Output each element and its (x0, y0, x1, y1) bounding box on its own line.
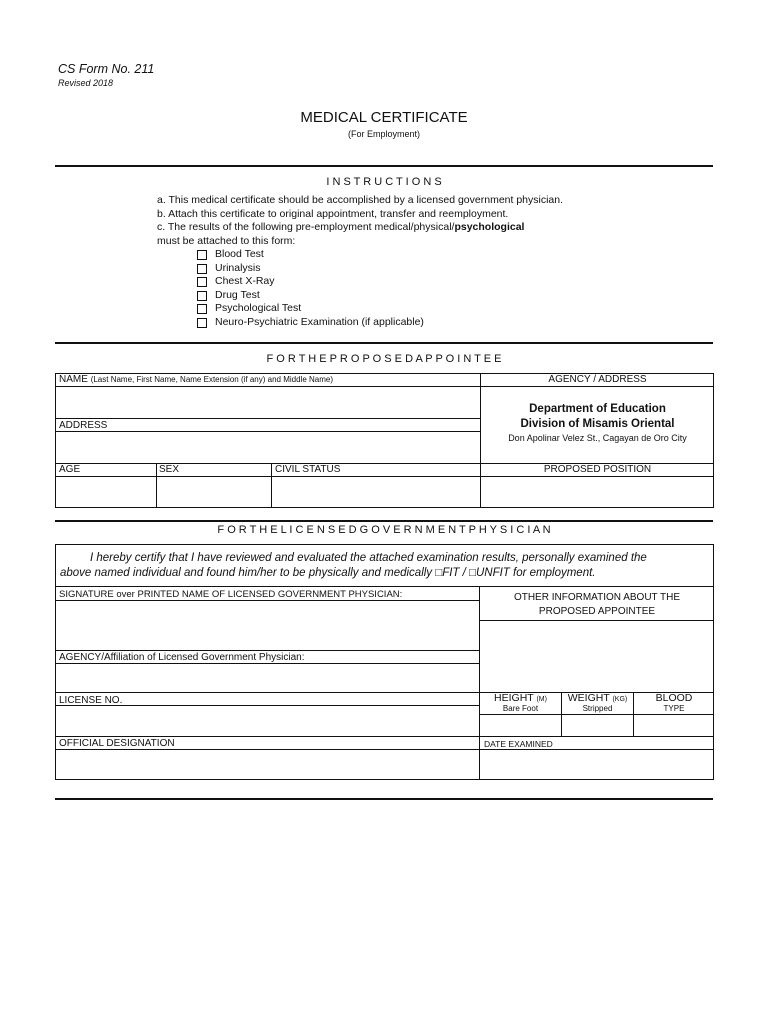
other-info-label-2: PROPOSED APPOINTEE (538, 606, 656, 617)
revised-date: Revised 2018 (58, 78, 114, 88)
sex-field[interactable] (157, 477, 271, 507)
instruction-c-continued: must be attached to this form: (157, 235, 296, 247)
divider-top (55, 165, 713, 167)
appointee-address-top-line (55, 418, 481, 419)
agency-affiliation-field[interactable] (56, 664, 479, 692)
other-info-label-1: OTHER INFORMATION ABOUT THE (513, 592, 681, 603)
checkbox-psychological-test[interactable] (197, 304, 207, 314)
agency-division: Division of Misamis Oriental (520, 418, 675, 430)
height-label-text: HEIGHT (494, 692, 534, 704)
official-designation-label: OFFICIAL DESIGNATION (59, 738, 175, 749)
address-label: ADDRESS (59, 420, 108, 431)
height-field[interactable] (481, 715, 561, 736)
age-label: AGE (59, 464, 81, 475)
checklist-item-urinalysis: Urinalysis (215, 262, 261, 274)
date-examined-label: DATE EXAMINED (484, 739, 553, 749)
civil-status-field[interactable] (272, 477, 480, 507)
certification-text-1: I hereby certify that I have reviewed and evaluated the attached examination results, personally examined the (90, 552, 647, 564)
signature-label: SIGNATURE over PRINTED NAME OF LICENSED GOVERNMENT PHYSICIAN: (59, 589, 403, 600)
agency-affiliation-label: AGENCY/Affiliation of Licensed Government Physician: (59, 652, 305, 663)
name-field[interactable] (56, 387, 480, 418)
physician-heading: F O R T H E L I C E N S E D G O V E R N M E N T P H Y S I C I A N (217, 524, 551, 536)
instruction-c (157, 221, 524, 233)
weight-sublabel: Stripped (582, 704, 613, 713)
checkbox-blood-test[interactable] (197, 250, 207, 260)
name-label-text: NAME (59, 374, 88, 385)
sex-label: SEX (159, 464, 180, 475)
checkbox-chest-xray[interactable] (197, 277, 207, 287)
weight-label-text: WEIGHT (567, 692, 610, 704)
blood-type-label: BLOOD (655, 692, 693, 704)
weight-unit: (KG) (612, 696, 628, 703)
address-field[interactable] (56, 432, 480, 463)
instruction-c-text: c. The results of the following pre-employment medical/physical/ (157, 221, 455, 233)
agency-name: Department of Education (529, 403, 666, 415)
instruction-b: b. Attach this certificate to original appointment, transfer and reemployment. (157, 208, 509, 220)
page-subtitle: (For Employment) (347, 129, 420, 139)
instruction-c-bold: psychological (454, 221, 525, 233)
height-unit: (M) (536, 696, 547, 703)
divider-appointee (55, 342, 713, 344)
divider-bottom (55, 798, 713, 800)
physician-agency-top-line (55, 650, 480, 651)
certification-text-2: above named individual and found him/her to be physically and medically □FIT / □UNFIT for employment. (60, 567, 596, 579)
blood-type-field[interactable] (634, 715, 713, 736)
agency-street: Don Apolinar Velez St., Cagayan de Oro City (508, 433, 687, 443)
date-examined-field[interactable] (481, 750, 713, 779)
page-title: MEDICAL CERTIFICATE (300, 109, 468, 126)
checklist-item-blood-test: Blood Test (215, 248, 264, 260)
blood-type-sublabel: TYPE (663, 704, 685, 713)
name-label (59, 374, 333, 385)
proposed-position-field[interactable] (481, 477, 713, 507)
height-sublabel: Bare Foot (502, 704, 539, 713)
form-number: CS Form No. 211 (58, 62, 155, 76)
checkbox-neuro-psychiatric[interactable] (197, 318, 207, 328)
other-info-field[interactable] (481, 621, 713, 692)
agency-address-label: AGENCY / ADDRESS (548, 374, 647, 385)
official-designation-field[interactable] (56, 750, 479, 779)
checklist-item-drug-test: Drug Test (215, 289, 260, 301)
instruction-a: a. This medical certificate should be accomplished by a licensed government physician. (157, 194, 564, 206)
checkbox-drug-test[interactable] (197, 291, 207, 301)
proposed-position-label: PROPOSED POSITION (543, 464, 652, 475)
divider-physician (55, 520, 713, 522)
license-field[interactable] (56, 706, 479, 736)
physician-designation-row-line (55, 736, 714, 737)
age-field[interactable] (56, 477, 156, 507)
checklist-item-chest-xray: Chest X-Ray (215, 275, 275, 287)
signature-field[interactable] (56, 601, 479, 650)
checklist-item-neuro-psychiatric: Neuro-Psychiatric Examination (if applicable) (215, 316, 424, 328)
weight-field[interactable] (562, 715, 633, 736)
instructions-heading: I N S T R U C T I O N S (326, 176, 442, 188)
appointee-heading: F O R T H E P R O P O S E D A P P O I N T E E (266, 353, 502, 365)
checkbox-urinalysis[interactable] (197, 264, 207, 274)
license-label: LICENSE NO. (59, 695, 123, 706)
civil-status-label: CIVIL STATUS (275, 464, 341, 475)
physician-row-line-1 (55, 586, 714, 587)
checklist-item-psychological-test: Psychological Test (215, 302, 302, 314)
name-hint: (Last Name, First Name, Name Extension (if any) and Middle Name) (90, 375, 333, 384)
